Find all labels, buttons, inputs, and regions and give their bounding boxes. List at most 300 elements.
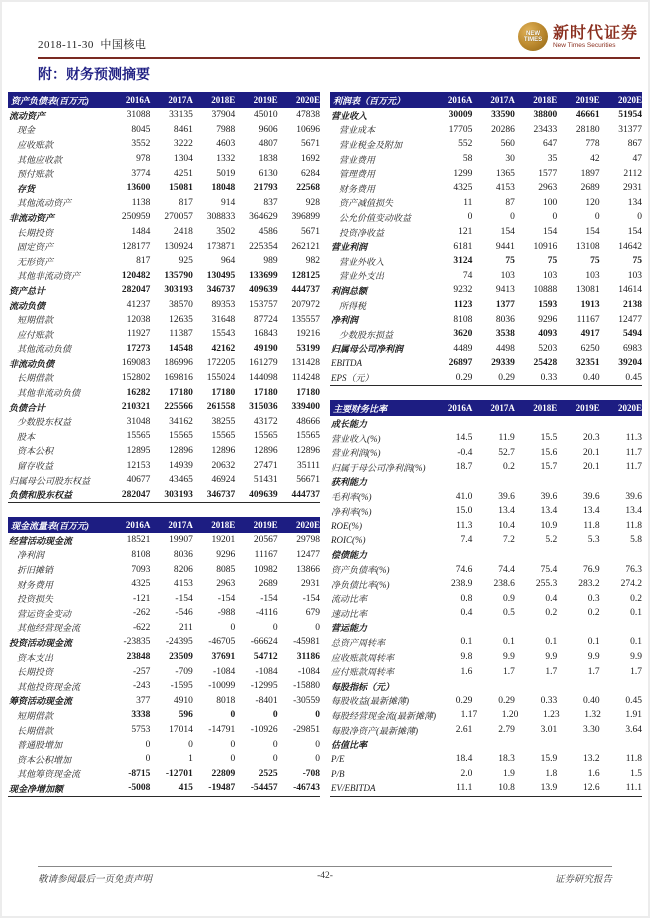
row-value: 1 bbox=[188, 754, 193, 765]
row-value: 76.9 bbox=[583, 564, 600, 575]
row-value: -46743 bbox=[293, 783, 321, 794]
row-value: 53199 bbox=[296, 343, 321, 354]
row-value: 5203 bbox=[538, 343, 558, 354]
table-row bbox=[330, 196, 642, 211]
row-value: 1577 bbox=[538, 168, 558, 179]
row-value: 33135 bbox=[169, 110, 193, 121]
row-value: -45981 bbox=[293, 637, 321, 648]
row-value: 0 bbox=[315, 739, 321, 750]
row-value: 346737 bbox=[206, 489, 236, 500]
row-value: 11167 bbox=[254, 549, 278, 560]
row-value: 250959 bbox=[121, 212, 151, 223]
table-row bbox=[8, 239, 320, 254]
table-row bbox=[330, 123, 642, 138]
row-label: 营业费用 bbox=[339, 154, 376, 165]
row-value: 75 bbox=[590, 256, 600, 267]
row-value: 270057 bbox=[164, 212, 193, 223]
row-value: 409639 bbox=[249, 489, 278, 500]
row-value: -154 bbox=[302, 593, 321, 604]
row-value: 11387 bbox=[169, 329, 193, 340]
row-value: 47838 bbox=[296, 110, 321, 121]
row-value: 10696 bbox=[296, 124, 321, 135]
row-value: 144098 bbox=[249, 372, 278, 383]
row-value: 22809 bbox=[211, 768, 236, 779]
table-row bbox=[330, 298, 642, 313]
row-value: 1332 bbox=[216, 154, 236, 165]
row-value: 1.7 bbox=[630, 666, 643, 677]
row-value: 0 bbox=[315, 622, 321, 633]
table-row bbox=[330, 371, 642, 386]
row-value: 3774 bbox=[131, 168, 151, 179]
row-value: 1.6 bbox=[587, 768, 600, 779]
row-value: 9.9 bbox=[587, 652, 600, 663]
table-row bbox=[330, 518, 642, 533]
row-value: 0.33 bbox=[540, 695, 558, 706]
row-label: 资产总计 bbox=[9, 285, 46, 296]
row-value: 255.3 bbox=[535, 579, 558, 590]
row-value: 52.7 bbox=[498, 447, 515, 458]
row-value: 76.3 bbox=[625, 564, 643, 575]
row-label: 非流动资产 bbox=[9, 212, 55, 223]
company-name: 中国核电 bbox=[100, 39, 147, 51]
row-value: 10916 bbox=[533, 241, 558, 252]
row-value: 0 bbox=[230, 622, 236, 633]
row-value: 4153 bbox=[173, 579, 193, 590]
row-value: 12896 bbox=[169, 445, 193, 456]
row-value: 34162 bbox=[169, 416, 193, 427]
balance-sheet-table bbox=[8, 92, 320, 503]
row-value: 5019 bbox=[216, 168, 236, 179]
row-label: 每股指标（元） bbox=[331, 681, 395, 692]
row-value: 0.1 bbox=[587, 637, 600, 648]
row-value: 7093 bbox=[131, 564, 151, 575]
row-value: 46924 bbox=[211, 475, 236, 486]
row-label: 其他流动资产 bbox=[17, 198, 72, 209]
row-value: 0.33 bbox=[540, 372, 558, 383]
row-value: 7.4 bbox=[460, 535, 473, 546]
row-value: 560 bbox=[500, 139, 515, 150]
row-value: 7988 bbox=[216, 124, 236, 135]
row-value: 225354 bbox=[249, 241, 278, 252]
row-label: 预付账款 bbox=[17, 169, 54, 180]
row-label: 投资净收益 bbox=[339, 227, 385, 238]
row-value: 38570 bbox=[169, 300, 193, 311]
row-label: 公允价值变动收益 bbox=[339, 212, 412, 223]
row-label: 普通股增加 bbox=[17, 740, 63, 751]
row-value: 3620 bbox=[453, 329, 473, 340]
right-column bbox=[330, 92, 642, 797]
row-value: 30 bbox=[505, 154, 515, 165]
row-value: 13108 bbox=[575, 241, 600, 252]
table-row bbox=[8, 283, 320, 298]
row-value: 0.2 bbox=[587, 608, 600, 619]
row-value: 8036 bbox=[173, 549, 193, 560]
row-value: 444737 bbox=[291, 489, 321, 500]
row-value: 2525 bbox=[258, 768, 278, 779]
row-value: 3502 bbox=[216, 227, 236, 238]
row-value: 89353 bbox=[211, 300, 236, 311]
row-value: -5008 bbox=[128, 783, 151, 794]
row-label: 其他非流动负债 bbox=[17, 388, 81, 399]
section-row bbox=[330, 548, 642, 563]
table-row bbox=[330, 342, 642, 357]
row-value: 0.2 bbox=[502, 462, 515, 473]
row-value: 0.29 bbox=[498, 372, 515, 383]
row-value: 134 bbox=[627, 197, 643, 208]
table-row bbox=[330, 723, 642, 738]
row-value: 679 bbox=[305, 608, 321, 619]
row-value: 778 bbox=[585, 139, 600, 150]
table-row bbox=[330, 504, 642, 519]
row-value: 0.2 bbox=[545, 608, 558, 619]
row-value: 0 bbox=[552, 212, 558, 223]
row-value: -12701 bbox=[165, 768, 193, 779]
row-value: 0.4 bbox=[460, 608, 473, 619]
row-value: 5.8 bbox=[630, 535, 643, 546]
column-header: 2017A bbox=[490, 95, 515, 105]
row-value: 0.29 bbox=[455, 695, 473, 706]
row-value: 15565 bbox=[211, 431, 236, 442]
table-row bbox=[8, 196, 320, 211]
row-value: 48666 bbox=[296, 416, 321, 427]
row-value: 130495 bbox=[206, 270, 236, 281]
row-value: 23848 bbox=[126, 652, 151, 663]
table-row bbox=[330, 210, 642, 225]
section-row bbox=[330, 737, 642, 752]
row-value: 11.7 bbox=[625, 447, 643, 458]
row-label: 利润总额 bbox=[331, 285, 368, 296]
row-label: 净利率(%) bbox=[331, 506, 372, 517]
row-value: 121 bbox=[458, 227, 473, 238]
row-value: 11.8 bbox=[583, 520, 600, 531]
table-row bbox=[8, 708, 320, 723]
row-label: 归属于母公司净利润(%) bbox=[331, 462, 426, 473]
row-value: 14.5 bbox=[455, 433, 473, 444]
row-label: 负债合计 bbox=[9, 402, 46, 413]
row-value: 1.91 bbox=[625, 710, 643, 721]
row-value: 282047 bbox=[121, 489, 151, 500]
table-row bbox=[8, 342, 320, 357]
row-value: 1.8 bbox=[545, 768, 558, 779]
row-value: 2.0 bbox=[460, 768, 473, 779]
row-value: -8715 bbox=[128, 768, 151, 779]
table-title: 主要财务比率 bbox=[333, 403, 388, 414]
row-value: -988 bbox=[217, 608, 236, 619]
row-value: 4325 bbox=[131, 579, 151, 590]
row-value: 120 bbox=[585, 197, 600, 208]
row-value: 32351 bbox=[575, 358, 600, 369]
row-value: 9.9 bbox=[502, 652, 515, 663]
badge-text-top: NEW bbox=[525, 30, 540, 37]
row-label: 每股经营现金流(最新摊薄) bbox=[331, 710, 436, 721]
row-value: -708 bbox=[302, 768, 321, 779]
table-row bbox=[330, 327, 642, 342]
row-value: 15565 bbox=[126, 431, 151, 442]
row-value: 6250 bbox=[580, 343, 600, 354]
row-label: 其他投资现金流 bbox=[17, 681, 81, 692]
row-value: 10.4 bbox=[498, 520, 515, 531]
row-label: 营业收入(%) bbox=[331, 433, 381, 444]
row-value: 1.23 bbox=[542, 710, 560, 721]
row-value: 2931 bbox=[623, 183, 643, 194]
row-label: 长期投资 bbox=[17, 227, 54, 238]
row-value: 282047 bbox=[121, 285, 151, 296]
row-value: 0 bbox=[594, 212, 600, 223]
row-value: 103 bbox=[627, 270, 643, 281]
table-row bbox=[8, 606, 320, 621]
table-row bbox=[330, 708, 642, 723]
row-value: 31377 bbox=[618, 124, 643, 135]
row-value: 37691 bbox=[211, 652, 236, 663]
row-value: 10.9 bbox=[540, 520, 558, 531]
row-value: 15543 bbox=[211, 329, 236, 340]
row-value: -29851 bbox=[293, 725, 321, 736]
row-value: 15.7 bbox=[540, 462, 558, 473]
row-value: 346737 bbox=[206, 285, 236, 296]
row-value: 87 bbox=[505, 197, 515, 208]
section-row bbox=[330, 416, 642, 431]
row-value: 2.61 bbox=[455, 725, 473, 736]
table-row bbox=[8, 152, 320, 167]
row-value: 928 bbox=[305, 197, 321, 208]
row-label: 净负债比率(%) bbox=[331, 579, 390, 590]
row-label: 短期借款 bbox=[17, 315, 54, 326]
row-label: 应付账款周转率 bbox=[331, 667, 395, 678]
row-value: 4325 bbox=[453, 183, 473, 194]
row-value: 9.9 bbox=[545, 652, 558, 663]
table-header-row bbox=[330, 92, 642, 108]
row-label: ROIC(%) bbox=[331, 535, 366, 546]
row-value: 2963 bbox=[538, 183, 558, 194]
row-value: 10888 bbox=[533, 285, 558, 296]
row-value: 13.2 bbox=[583, 754, 600, 765]
row-value: 409639 bbox=[249, 285, 278, 296]
row-label: 经营活动现金流 bbox=[9, 535, 73, 546]
row-label: 短期借款 bbox=[17, 710, 54, 721]
row-value: 8461 bbox=[173, 124, 193, 135]
row-value: 74 bbox=[462, 270, 473, 281]
table-row bbox=[8, 385, 320, 400]
row-label: 存货 bbox=[17, 183, 36, 194]
row-value: 377 bbox=[136, 695, 151, 706]
row-value: 5.2 bbox=[545, 535, 558, 546]
row-value: 339400 bbox=[291, 402, 321, 413]
row-value: -23835 bbox=[123, 637, 151, 648]
row-value: 173871 bbox=[206, 241, 236, 252]
row-label: 资产负债率(%) bbox=[331, 565, 390, 576]
row-value: -15880 bbox=[293, 681, 321, 692]
column-header: 2019E bbox=[575, 403, 600, 414]
row-value: 0.29 bbox=[498, 695, 515, 706]
row-label: 营业外支出 bbox=[339, 271, 385, 282]
row-value: 6284 bbox=[301, 168, 321, 179]
row-value: 0.45 bbox=[625, 695, 643, 706]
row-value: 4251 bbox=[173, 168, 193, 179]
row-value: 54712 bbox=[253, 652, 278, 663]
row-value: 172205 bbox=[206, 358, 236, 369]
row-label: 应收账款周转率 bbox=[331, 652, 395, 663]
row-label: 流动负债 bbox=[9, 300, 46, 311]
row-value: 12635 bbox=[169, 314, 193, 325]
row-value: -66624 bbox=[250, 637, 278, 648]
row-label: 应收账款 bbox=[17, 139, 54, 150]
row-value: 75.4 bbox=[540, 564, 558, 575]
column-header: 2020E bbox=[296, 520, 321, 531]
column-header: 2016A bbox=[447, 403, 473, 414]
table-row bbox=[8, 621, 320, 636]
row-value: 11.3 bbox=[625, 433, 643, 444]
row-value: 238.9 bbox=[451, 579, 473, 590]
row-value: 0 bbox=[467, 212, 473, 223]
row-value: 8045 bbox=[131, 124, 151, 135]
table-row bbox=[8, 473, 320, 488]
row-value: -19487 bbox=[208, 783, 236, 794]
row-value: 1593 bbox=[538, 300, 558, 311]
row-value: 11167 bbox=[576, 314, 600, 325]
row-value: 75 bbox=[632, 256, 643, 267]
table-row bbox=[330, 283, 642, 298]
row-value: 13.9 bbox=[540, 783, 558, 794]
row-label: 总资产周转率 bbox=[331, 637, 386, 648]
table-row bbox=[330, 752, 642, 767]
row-label: 获利能力 bbox=[331, 477, 368, 488]
row-label: 现金 bbox=[17, 125, 36, 136]
row-value: 29339 bbox=[491, 358, 515, 369]
table-row bbox=[330, 606, 642, 621]
row-label: 应付账款 bbox=[17, 329, 54, 340]
row-label: 无形资产 bbox=[17, 256, 54, 267]
table-row bbox=[8, 781, 320, 796]
row-value: -243 bbox=[132, 681, 151, 692]
row-value: 5494 bbox=[623, 329, 643, 340]
row-value: 18.7 bbox=[455, 462, 473, 473]
row-label: 归属母公司净利润 bbox=[331, 344, 404, 355]
row-value: 6983 bbox=[623, 343, 643, 354]
row-value: 75 bbox=[505, 256, 515, 267]
row-value: 38800 bbox=[533, 110, 558, 121]
row-value: 35 bbox=[547, 154, 558, 165]
row-value: 0 bbox=[637, 212, 643, 223]
table-row bbox=[330, 781, 642, 796]
row-value: 15565 bbox=[253, 431, 278, 442]
row-value: 0.4 bbox=[545, 593, 558, 604]
row-value: 274.2 bbox=[620, 579, 643, 590]
row-value: 5671 bbox=[301, 227, 321, 238]
row-value: 0 bbox=[230, 754, 236, 765]
report-date bbox=[38, 36, 146, 52]
row-label: 长期投资 bbox=[17, 667, 54, 678]
row-value: 0 bbox=[315, 754, 321, 765]
row-value: 1.6 bbox=[460, 666, 473, 677]
row-label: 资本公积增加 bbox=[17, 754, 72, 765]
row-value: 415 bbox=[178, 783, 193, 794]
row-value: 1304 bbox=[173, 154, 193, 165]
row-value: 1123 bbox=[453, 300, 473, 311]
row-value: 989 bbox=[263, 256, 278, 267]
column-header: 2018E bbox=[533, 403, 558, 414]
row-value: 8108 bbox=[131, 549, 151, 560]
row-value: 186996 bbox=[164, 358, 193, 369]
row-value: 0 bbox=[230, 739, 236, 750]
row-value: -12995 bbox=[250, 681, 278, 692]
row-label: 少数股东损益 bbox=[339, 329, 394, 340]
row-value: 12038 bbox=[126, 314, 151, 325]
table-row bbox=[8, 210, 320, 225]
table-row bbox=[330, 489, 642, 504]
row-value: -154 bbox=[175, 593, 193, 604]
row-value: 39.6 bbox=[540, 491, 558, 502]
row-value: 39.6 bbox=[498, 491, 515, 502]
table-row bbox=[8, 269, 320, 284]
row-value: 0 bbox=[272, 622, 278, 633]
row-value: 154 bbox=[627, 227, 643, 238]
row-value: 647 bbox=[542, 139, 558, 150]
row-value: 2931 bbox=[301, 579, 321, 590]
row-label: EPS（元） bbox=[331, 373, 374, 384]
row-value: 14939 bbox=[169, 460, 193, 471]
row-label: 少数股东权益 bbox=[17, 417, 72, 428]
row-value: -1084 bbox=[297, 666, 321, 677]
row-value: 51954 bbox=[618, 110, 643, 121]
row-label: ROE(%) bbox=[331, 520, 362, 531]
row-value: 25428 bbox=[533, 358, 558, 369]
row-value: 31048 bbox=[126, 416, 151, 427]
row-value: 19201 bbox=[211, 535, 236, 546]
row-value: 5671 bbox=[301, 139, 321, 150]
row-value: 114248 bbox=[291, 372, 321, 383]
row-value: 41237 bbox=[126, 300, 151, 311]
column-header: 2016A bbox=[125, 95, 151, 105]
row-value: -30559 bbox=[293, 695, 321, 706]
table-row bbox=[8, 444, 320, 459]
row-value: -8401 bbox=[255, 695, 278, 706]
row-value: 2418 bbox=[173, 227, 193, 238]
row-value: 0 bbox=[510, 212, 515, 223]
row-label: 归属母公司股东权益 bbox=[9, 475, 91, 486]
row-value: 56671 bbox=[296, 475, 321, 486]
header-divider bbox=[38, 57, 640, 59]
row-value: 837 bbox=[263, 197, 278, 208]
row-value: 0.1 bbox=[545, 637, 558, 648]
table-row bbox=[330, 166, 642, 181]
table-row bbox=[8, 166, 320, 181]
row-value: -54457 bbox=[250, 783, 278, 794]
row-value: 20.1 bbox=[583, 462, 600, 473]
row-value: 5753 bbox=[131, 725, 151, 736]
row-label: 其他经营现金流 bbox=[17, 623, 81, 634]
row-value: -4116 bbox=[255, 608, 278, 619]
row-value: 42 bbox=[590, 154, 600, 165]
row-value: 1692 bbox=[301, 154, 321, 165]
row-value: 12896 bbox=[211, 445, 236, 456]
table-row bbox=[8, 679, 320, 694]
row-value: 0 bbox=[188, 739, 193, 750]
table-row bbox=[8, 562, 320, 577]
section-row bbox=[330, 475, 642, 490]
left-column bbox=[8, 92, 320, 797]
table-row bbox=[330, 591, 642, 606]
table-row bbox=[8, 487, 320, 502]
row-value: 20632 bbox=[211, 460, 236, 471]
date-text: 2018-11-30 bbox=[38, 39, 94, 51]
row-value: 1.5 bbox=[630, 768, 643, 779]
table-row bbox=[8, 723, 320, 738]
row-value: 4498 bbox=[495, 343, 515, 354]
row-value: 0 bbox=[145, 739, 151, 750]
row-label: 投资损失 bbox=[17, 594, 54, 605]
row-value: 43172 bbox=[253, 416, 278, 427]
row-value: 20.3 bbox=[583, 433, 600, 444]
